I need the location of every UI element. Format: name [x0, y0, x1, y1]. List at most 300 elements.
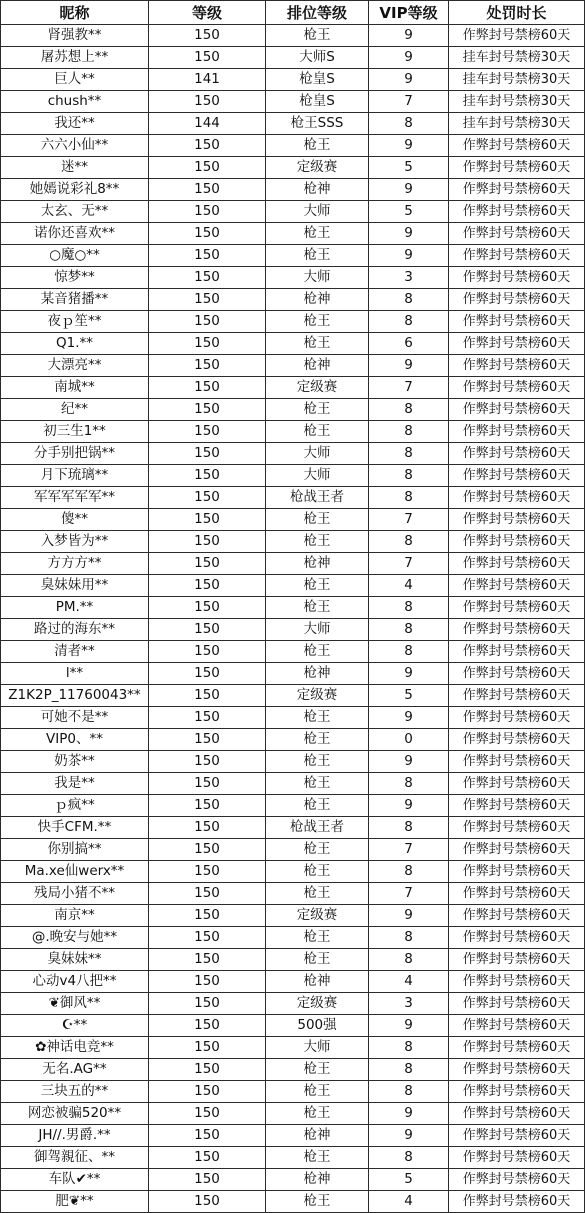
nickname-cell: Ma.xe仙werx** [1, 861, 149, 883]
table-row [1, 91, 585, 113]
nickname-cell: 无名.AG** [1, 1059, 149, 1081]
nickname-cell: 惊梦** [1, 267, 149, 289]
level-cell: 150 [149, 905, 266, 927]
table-row [1, 355, 585, 377]
penalty-cell: 作弊封号禁榜60天 [449, 1169, 585, 1191]
vip-cell: 9 [369, 179, 449, 201]
table-row [1, 245, 585, 267]
table-row [1, 619, 585, 641]
vip-cell: 4 [369, 575, 449, 597]
nickname-cell: VIP0、** [1, 729, 149, 751]
nickname-cell: 南京** [1, 905, 149, 927]
level-cell: 150 [149, 575, 266, 597]
vip-cell: 8 [369, 1059, 449, 1081]
table-row [1, 1081, 585, 1103]
nickname-cell: 肥❦** [1, 1191, 149, 1213]
level-cell: 150 [149, 597, 266, 619]
vip-cell: 9 [369, 1103, 449, 1125]
nickname-cell: 臭妹妹** [1, 949, 149, 971]
table-row [1, 179, 585, 201]
rank-cell: 枪王 [266, 311, 369, 333]
penalty-cell: 作弊封号禁榜60天 [449, 1059, 585, 1081]
vip-cell: 5 [369, 1169, 449, 1191]
rank-cell: 枪王 [266, 135, 369, 157]
vip-cell: 7 [369, 377, 449, 399]
table-row [1, 685, 585, 707]
nickname-cell: Z1K2P_11760043** [1, 685, 149, 707]
vip-cell: 8 [369, 399, 449, 421]
table-row [1, 575, 585, 597]
nickname-cell: ✿神话电竞** [1, 1037, 149, 1059]
level-cell: 150 [149, 619, 266, 641]
nickname-cell: 军军军军军** [1, 487, 149, 509]
vip-cell: 8 [369, 861, 449, 883]
table-row [1, 201, 585, 223]
penalty-cell: 作弊封号禁榜60天 [449, 861, 585, 883]
vip-cell: 6 [369, 333, 449, 355]
penalty-cell: 作弊封号禁榜60天 [449, 135, 585, 157]
level-cell: 150 [149, 729, 266, 751]
vip-cell: 8 [369, 597, 449, 619]
level-cell: 150 [149, 1059, 266, 1081]
penalty-cell: 作弊封号禁榜60天 [449, 333, 585, 355]
penalty-cell: 作弊封号禁榜60天 [449, 1147, 585, 1169]
penalty-cell: 作弊封号禁榜60天 [449, 619, 585, 641]
nickname-cell: 纪** [1, 399, 149, 421]
nickname-cell: 清者** [1, 641, 149, 663]
nickname-cell: 傻** [1, 509, 149, 531]
level-cell: 150 [149, 487, 266, 509]
rank-cell: 枪王 [266, 223, 369, 245]
penalty-cell: 挂车封号禁榜30天 [449, 47, 585, 69]
penalty-cell: 作弊封号禁榜60天 [449, 25, 585, 47]
table-row [1, 751, 585, 773]
rank-cell: 定级赛 [266, 157, 369, 179]
level-cell: 150 [149, 1015, 266, 1037]
nickname-cell: 屠苏想上** [1, 47, 149, 69]
vip-cell: 8 [369, 1081, 449, 1103]
vip-cell: 8 [369, 927, 449, 949]
nickname-cell: 诺你还喜欢** [1, 223, 149, 245]
nickname-cell: 车队✔** [1, 1169, 149, 1191]
penalty-cell: 挂车封号禁榜30天 [449, 113, 585, 135]
vip-cell: 8 [369, 443, 449, 465]
vip-cell: 9 [369, 25, 449, 47]
rank-cell: 枪王 [266, 839, 369, 861]
penalty-cell: 作弊封号禁榜60天 [449, 927, 585, 949]
level-cell: 150 [149, 443, 266, 465]
penalty-cell: 作弊封号禁榜60天 [449, 817, 585, 839]
vip-cell: 9 [369, 795, 449, 817]
vip-cell: 8 [369, 1037, 449, 1059]
rank-cell: 大师S [266, 47, 369, 69]
vip-cell: 7 [369, 883, 449, 905]
level-cell: 150 [149, 179, 266, 201]
penalty-cell: 作弊封号禁榜60天 [449, 1103, 585, 1125]
nickname-cell: ☪** [1, 1015, 149, 1037]
rank-cell: 枪王 [266, 1103, 369, 1125]
rank-cell: 枪神 [266, 1125, 369, 1147]
nickname-cell: 心动v4八把** [1, 971, 149, 993]
level-cell: 150 [149, 355, 266, 377]
nickname-cell: 御驾親征、** [1, 1147, 149, 1169]
rank-cell: 枪皇S [266, 91, 369, 113]
nickname-cell: JH//.男爵.** [1, 1125, 149, 1147]
level-cell: 150 [149, 465, 266, 487]
rank-cell: 枪神 [266, 971, 369, 993]
vip-cell: 0 [369, 729, 449, 751]
level-cell: 150 [149, 993, 266, 1015]
nickname-cell: 我是** [1, 773, 149, 795]
level-cell: 150 [149, 861, 266, 883]
vip-cell: 8 [369, 531, 449, 553]
level-cell: 150 [149, 927, 266, 949]
level-cell: 150 [149, 531, 266, 553]
nickname-cell: 六六小仙** [1, 135, 149, 157]
table-row [1, 223, 585, 245]
level-cell: 150 [149, 1191, 266, 1213]
level-cell: 150 [149, 267, 266, 289]
vip-cell: 8 [369, 311, 449, 333]
nickname-cell: 太玄、无** [1, 201, 149, 223]
vip-cell: 9 [369, 663, 449, 685]
table-row [1, 531, 585, 553]
table-row [1, 861, 585, 883]
rank-cell: 枪王 [266, 883, 369, 905]
penalty-cell: 作弊封号禁榜60天 [449, 839, 585, 861]
rank-cell: 枪王 [266, 421, 369, 443]
table-row [1, 707, 585, 729]
table-row [1, 949, 585, 971]
penalty-cell: 作弊封号禁榜60天 [449, 377, 585, 399]
table-row [1, 1125, 585, 1147]
nickname-cell: 可她不是** [1, 707, 149, 729]
level-cell: 150 [149, 949, 266, 971]
rank-cell: 枪战王者 [266, 817, 369, 839]
level-cell: 150 [149, 25, 266, 47]
vip-cell: 7 [369, 553, 449, 575]
nickname-cell: 初三生1** [1, 421, 149, 443]
level-cell: 150 [149, 47, 266, 69]
penalty-cell: 作弊封号禁榜60天 [449, 795, 585, 817]
vip-cell: 9 [369, 69, 449, 91]
vip-cell: 9 [369, 135, 449, 157]
rank-cell: 枪王 [266, 575, 369, 597]
penalty-cell: 挂车封号禁榜30天 [449, 91, 585, 113]
penalty-cell: 作弊封号禁榜60天 [449, 685, 585, 707]
table-row [1, 25, 585, 47]
rank-cell: 枪王 [266, 1191, 369, 1213]
penalty-cell: 作弊封号禁榜60天 [449, 1125, 585, 1147]
penalty-cell: 作弊封号禁榜60天 [449, 905, 585, 927]
header-vip: VIP等级 [369, 1, 449, 25]
level-cell: 150 [149, 663, 266, 685]
level-cell: 150 [149, 795, 266, 817]
vip-cell: 9 [369, 905, 449, 927]
table-row [1, 1103, 585, 1125]
level-cell: 150 [149, 135, 266, 157]
penalty-cell: 作弊封号禁榜60天 [449, 1015, 585, 1037]
vip-cell: 7 [369, 839, 449, 861]
vip-cell: 9 [369, 707, 449, 729]
table-body [1, 25, 585, 1213]
rank-cell: 定级赛 [266, 993, 369, 1015]
nickname-cell: chush** [1, 91, 149, 113]
rank-cell: 枪神 [266, 553, 369, 575]
penalty-cell: 作弊封号禁榜60天 [449, 399, 585, 421]
vip-cell: 9 [369, 47, 449, 69]
vip-cell: 7 [369, 91, 449, 113]
penalty-cell: 作弊封号禁榜60天 [449, 267, 585, 289]
nickname-cell: 你别搞** [1, 839, 149, 861]
level-cell: 150 [149, 773, 266, 795]
table-row [1, 487, 585, 509]
header-row [1, 1, 585, 25]
level-cell: 150 [149, 311, 266, 333]
table-row [1, 729, 585, 751]
penalty-cell: 作弊封号禁榜60天 [449, 531, 585, 553]
nickname-cell: 网恋被骗520** [1, 1103, 149, 1125]
rank-cell: 枪王 [266, 641, 369, 663]
level-cell: 150 [149, 839, 266, 861]
vip-cell: 9 [369, 355, 449, 377]
rank-cell: 枪王 [266, 25, 369, 47]
penalty-cell: 作弊封号禁榜60天 [449, 641, 585, 663]
table-row [1, 641, 585, 663]
table-row [1, 773, 585, 795]
rank-cell: 枪王SSS [266, 113, 369, 135]
table-row [1, 795, 585, 817]
nickname-cell: Q1.** [1, 333, 149, 355]
table-row [1, 905, 585, 927]
table-row [1, 927, 585, 949]
table-row [1, 597, 585, 619]
level-cell: 150 [149, 377, 266, 399]
nickname-cell: 大漂亮** [1, 355, 149, 377]
table-row [1, 509, 585, 531]
vip-cell: 3 [369, 267, 449, 289]
table-row [1, 47, 585, 69]
penalty-cell: 作弊封号禁榜60天 [449, 1081, 585, 1103]
penalty-cell: 作弊封号禁榜60天 [449, 1191, 585, 1213]
level-cell: 150 [149, 1037, 266, 1059]
level-cell: 150 [149, 421, 266, 443]
rank-cell: 枪王 [266, 927, 369, 949]
vip-cell: 4 [369, 1191, 449, 1213]
table-row [1, 311, 585, 333]
vip-cell: 4 [369, 971, 449, 993]
table-row [1, 817, 585, 839]
level-cell: 150 [149, 685, 266, 707]
table-row [1, 553, 585, 575]
vip-cell: 8 [369, 487, 449, 509]
nickname-cell: 奶茶** [1, 751, 149, 773]
table-row [1, 421, 585, 443]
rank-cell: 枪皇S [266, 69, 369, 91]
penalty-cell: 作弊封号禁榜60天 [449, 597, 585, 619]
vip-cell: 5 [369, 685, 449, 707]
penalty-cell: 作弊封号禁榜60天 [449, 311, 585, 333]
nickname-cell: @.晚安与她** [1, 927, 149, 949]
rank-cell: 定级赛 [266, 685, 369, 707]
level-cell: 150 [149, 751, 266, 773]
penalty-cell: 作弊封号禁榜60天 [449, 509, 585, 531]
header-nickname: 昵称 [1, 1, 149, 25]
rank-cell: 定级赛 [266, 377, 369, 399]
penalty-cell: 作弊封号禁榜60天 [449, 575, 585, 597]
rank-cell: 枪神 [266, 663, 369, 685]
rank-cell: 枪神 [266, 1169, 369, 1191]
table-row [1, 1191, 585, 1213]
rank-cell: 枪王 [266, 751, 369, 773]
penalty-cell: 作弊封号禁榜60天 [449, 1037, 585, 1059]
table-row [1, 1169, 585, 1191]
penalty-cell: 作弊封号禁榜60天 [449, 553, 585, 575]
rank-cell: 枪王 [266, 531, 369, 553]
rank-cell: 枪王 [266, 1081, 369, 1103]
penalty-cell: 作弊封号禁榜60天 [449, 465, 585, 487]
rank-cell: 枪王 [266, 861, 369, 883]
table-row [1, 113, 585, 135]
penalty-cell: 作弊封号禁榜60天 [449, 971, 585, 993]
header-level: 等级 [149, 1, 266, 25]
rank-cell: 枪王 [266, 509, 369, 531]
vip-cell: 5 [369, 157, 449, 179]
level-cell: 150 [149, 817, 266, 839]
level-cell: 150 [149, 1169, 266, 1191]
penalty-cell: 作弊封号禁榜60天 [449, 773, 585, 795]
nickname-cell: 快手CFM.** [1, 817, 149, 839]
nickname-cell: 巨人** [1, 69, 149, 91]
table-row [1, 883, 585, 905]
table-row [1, 443, 585, 465]
table-row [1, 69, 585, 91]
level-cell: 150 [149, 245, 266, 267]
vip-cell: 8 [369, 1147, 449, 1169]
penalty-cell: 作弊封号禁榜60天 [449, 949, 585, 971]
vip-cell: 8 [369, 817, 449, 839]
table-row [1, 157, 585, 179]
vip-cell: 8 [369, 619, 449, 641]
header-penalty: 处罚时长 [449, 1, 585, 25]
rank-cell: 大师 [266, 465, 369, 487]
rank-cell: 枪王 [266, 1059, 369, 1081]
nickname-cell: 分手别把锅** [1, 443, 149, 465]
vip-cell: 8 [369, 949, 449, 971]
level-cell: 150 [149, 1125, 266, 1147]
nickname-cell: 路过的海东** [1, 619, 149, 641]
penalty-cell: 作弊封号禁榜60天 [449, 201, 585, 223]
vip-cell: 9 [369, 245, 449, 267]
rank-cell: 枪王 [266, 707, 369, 729]
table-row [1, 993, 585, 1015]
table-row [1, 839, 585, 861]
vip-cell: 5 [369, 201, 449, 223]
table-row [1, 399, 585, 421]
nickname-cell: l** [1, 663, 149, 685]
nickname-cell: 残局小猪不** [1, 883, 149, 905]
level-cell: 150 [149, 289, 266, 311]
nickname-cell: 肾强教** [1, 25, 149, 47]
table-row [1, 333, 585, 355]
nickname-cell: ❦御风** [1, 993, 149, 1015]
rank-cell: 枪神 [266, 289, 369, 311]
rank-cell: 枪王 [266, 399, 369, 421]
level-cell: 150 [149, 553, 266, 575]
rank-cell: 500强 [266, 1015, 369, 1037]
header-rank: 排位等级 [266, 1, 369, 25]
penalty-cell: 作弊封号禁榜60天 [449, 707, 585, 729]
level-cell: 150 [149, 1103, 266, 1125]
nickname-cell: 我还** [1, 113, 149, 135]
level-cell: 150 [149, 971, 266, 993]
penalty-cell: 作弊封号禁榜60天 [449, 443, 585, 465]
rank-cell: 枪王 [266, 795, 369, 817]
nickname-cell: 某音猪播** [1, 289, 149, 311]
level-cell: 150 [149, 641, 266, 663]
nickname-cell: 三块五的** [1, 1081, 149, 1103]
nickname-cell: 月下琉璃** [1, 465, 149, 487]
level-cell: 150 [149, 1147, 266, 1169]
rank-cell: 枪王 [266, 729, 369, 751]
vip-cell: 9 [369, 1015, 449, 1037]
rank-cell: 枪王 [266, 333, 369, 355]
vip-cell: 8 [369, 773, 449, 795]
rank-cell: 枪王 [266, 1147, 369, 1169]
level-cell: 150 [149, 707, 266, 729]
rank-cell: 大师 [266, 1037, 369, 1059]
rank-cell: 枪王 [266, 773, 369, 795]
level-cell: 150 [149, 91, 266, 113]
penalty-cell: 作弊封号禁榜60天 [449, 289, 585, 311]
table-row [1, 377, 585, 399]
penalty-cell: 作弊封号禁榜60天 [449, 751, 585, 773]
level-cell: 150 [149, 1081, 266, 1103]
nickname-cell: PM.** [1, 597, 149, 619]
table-row [1, 1015, 585, 1037]
rank-cell: 枪王 [266, 597, 369, 619]
level-cell: 141 [149, 69, 266, 91]
level-cell: 150 [149, 509, 266, 531]
vip-cell: 9 [369, 223, 449, 245]
nickname-cell: 迷** [1, 157, 149, 179]
nickname-cell: 南城** [1, 377, 149, 399]
table-row [1, 663, 585, 685]
vip-cell: 8 [369, 421, 449, 443]
table-row [1, 1037, 585, 1059]
penalty-cell: 作弊封号禁榜60天 [449, 421, 585, 443]
rank-cell: 定级赛 [266, 905, 369, 927]
nickname-cell: 入梦皆为** [1, 531, 149, 553]
rank-cell: 枪王 [266, 949, 369, 971]
table-row [1, 1059, 585, 1081]
rank-cell: 大师 [266, 201, 369, 223]
table-row [1, 465, 585, 487]
level-cell: 144 [149, 113, 266, 135]
penalty-cell: 作弊封号禁榜60天 [449, 883, 585, 905]
table-row [1, 971, 585, 993]
penalty-cell: 作弊封号禁榜60天 [449, 223, 585, 245]
table-header [1, 1, 585, 25]
nickname-cell: 夜ｐ笙** [1, 311, 149, 333]
table-row [1, 289, 585, 311]
level-cell: 150 [149, 883, 266, 905]
level-cell: 150 [149, 399, 266, 421]
vip-cell: 8 [369, 289, 449, 311]
penalty-cell: 作弊封号禁榜60天 [449, 993, 585, 1015]
rank-cell: 大师 [266, 267, 369, 289]
nickname-cell: ○魔○** [1, 245, 149, 267]
